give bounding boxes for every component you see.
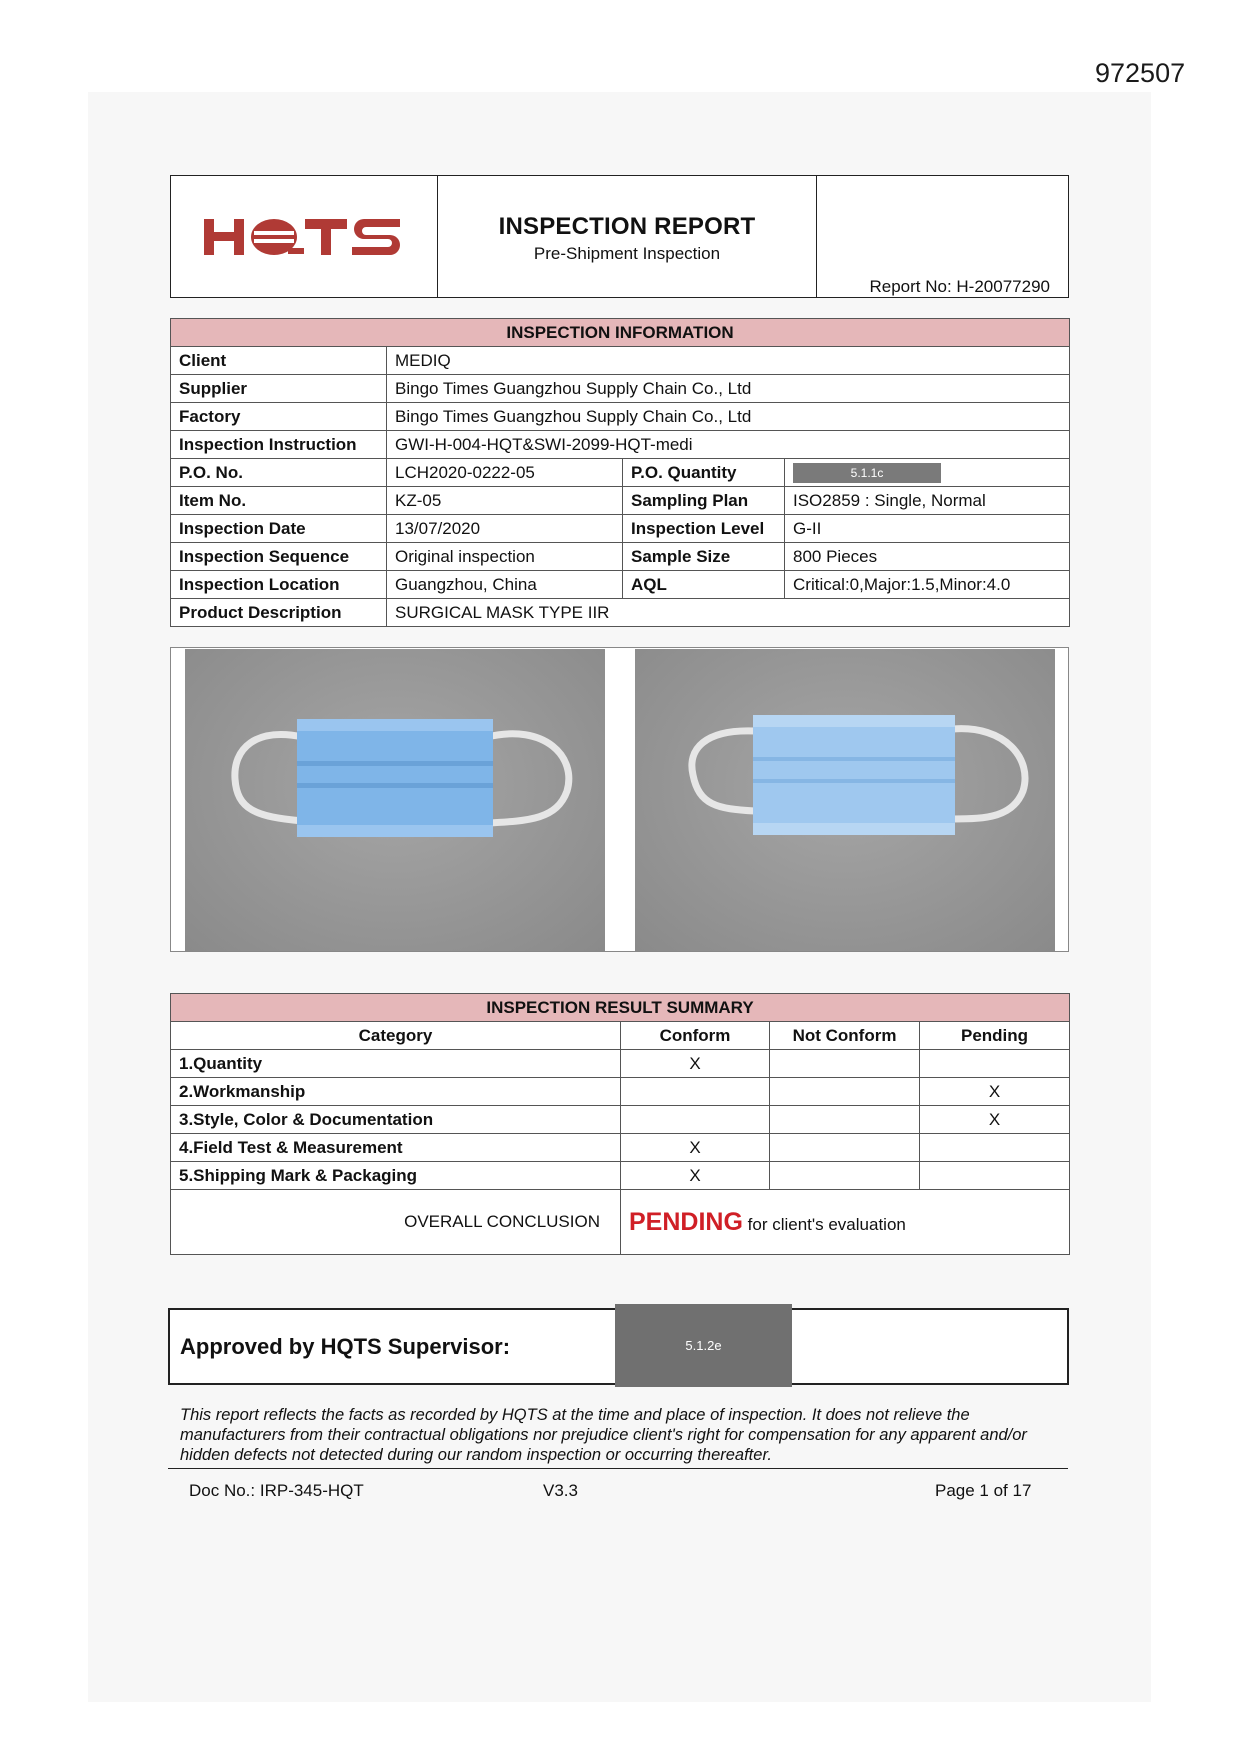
- footer-page-number: Page 1 of 17: [935, 1481, 1032, 1500]
- inspection-result-summary-table: [170, 993, 1070, 1255]
- aql-value: Critical:0,Major:1.5,Minor:4.0: [785, 571, 1070, 599]
- footer-doc-number: Doc No.: IRP-345-HQT: [189, 1481, 364, 1500]
- table-row: [171, 487, 1070, 515]
- item-no-label: Item No.: [171, 487, 387, 515]
- inspection-level-value: G-II: [785, 515, 1070, 543]
- report-number-cell: [817, 176, 1068, 297]
- inspection-sequence-label: Inspection Sequence: [171, 543, 387, 571]
- sample-size-label: Sample Size: [623, 543, 785, 571]
- table-row: [171, 1078, 1070, 1106]
- summary-heading: INSPECTION RESULT SUMMARY: [171, 994, 1070, 1022]
- product-photos: [170, 647, 1069, 952]
- not-conform-cell: [770, 1106, 920, 1134]
- table-row: [171, 459, 1070, 487]
- not-conform-cell: [770, 1050, 920, 1078]
- po-qty-label: P.O. Quantity: [623, 459, 785, 487]
- page-stamp-number: 972507: [1095, 58, 1186, 88]
- footer-divider: [168, 1468, 1068, 1469]
- report-subtitle: Pre-Shipment Inspection: [533, 244, 721, 263]
- column-header-not-conform: Not Conform: [770, 1022, 920, 1050]
- approval-label: Approved by HQTS Supervisor:: [180, 1334, 511, 1359]
- pending-cell: [920, 1162, 1070, 1190]
- report-title: INSPECTION REPORT: [498, 213, 756, 240]
- not-conform-cell: [770, 1162, 920, 1190]
- table-row: [171, 543, 1070, 571]
- client-label: Client: [171, 347, 387, 375]
- report-number: Report No: H-20077290: [869, 277, 1050, 296]
- po-no-value: LCH2020-0222-05: [387, 459, 623, 487]
- product-description-label: Product Description: [171, 599, 387, 627]
- conform-cell: [621, 1106, 770, 1134]
- mask-photo-front: [185, 649, 605, 951]
- column-header-category: Category: [171, 1022, 621, 1050]
- table-row: [171, 347, 1070, 375]
- inspection-sequence-value: Original inspection: [387, 543, 623, 571]
- category-cell: 5.Shipping Mark & Packaging: [171, 1162, 621, 1190]
- inspection-date-label: Inspection Date: [171, 515, 387, 543]
- overall-conclusion-value: PENDING: [629, 1207, 743, 1236]
- table-row: [171, 1162, 1070, 1190]
- report-title-block: [438, 176, 817, 297]
- mask-photo-back: [635, 649, 1055, 951]
- pending-cell: X: [920, 1078, 1070, 1106]
- overall-conclusion-value-cell: [621, 1190, 1070, 1255]
- table-row: [171, 403, 1070, 431]
- instruction-label: Inspection Instruction: [171, 431, 387, 459]
- factory-value: Bingo Times Guangzhou Supply Chain Co., Ltd: [387, 403, 1070, 431]
- table-row: [171, 515, 1070, 543]
- overall-conclusion-note: for client's evaluation: [747, 1214, 906, 1234]
- conform-cell: X: [621, 1050, 770, 1078]
- table-row: [171, 1134, 1070, 1162]
- inspection-information-table: [170, 318, 1070, 627]
- disclaimer-text: This report reflects the facts as recorded by HQTS at the time and place of inspection. It does not relieve the manufacturers from their contractual obligations nor prejudice client's right for compensation for any apparent and/or hidden defects not detected during our random inspection or occurring thereafter.: [180, 1406, 1027, 1464]
- instruction-value: GWI-H-004-HQT&SWI-2099-HQT-medi: [387, 431, 1070, 459]
- table-row: [171, 431, 1070, 459]
- category-cell: 2.Workmanship: [171, 1078, 621, 1106]
- table-row: [171, 1106, 1070, 1134]
- sample-size-value: 800 Pieces: [785, 543, 1070, 571]
- overall-conclusion-label: OVERALL CONCLUSION: [171, 1190, 621, 1255]
- conform-cell: X: [621, 1162, 770, 1190]
- po-no-label: P.O. No.: [171, 459, 387, 487]
- table-row: [171, 375, 1070, 403]
- not-conform-cell: [770, 1134, 920, 1162]
- client-value: MEDIQ: [387, 347, 1070, 375]
- conform-cell: [621, 1078, 770, 1106]
- category-cell: 4.Field Test & Measurement: [171, 1134, 621, 1162]
- pending-cell: X: [920, 1106, 1070, 1134]
- sampling-plan-value: ISO2859 : Single, Normal: [785, 487, 1070, 515]
- po-qty-cell: [785, 459, 1070, 487]
- aql-label: AQL: [623, 571, 785, 599]
- sampling-plan-label: Sampling Plan: [623, 487, 785, 515]
- inspection-level-label: Inspection Level: [623, 515, 785, 543]
- report-header: [170, 175, 1069, 298]
- column-header-pending: Pending: [920, 1022, 1070, 1050]
- supervisor-signature-redaction: 5.1.2e: [615, 1304, 792, 1387]
- info-heading: INSPECTION INFORMATION: [171, 319, 1070, 347]
- summary-header-row: [171, 1022, 1070, 1050]
- conform-cell: X: [621, 1134, 770, 1162]
- pending-cell: [920, 1134, 1070, 1162]
- inspection-location-value: Guangzhou, China: [387, 571, 623, 599]
- supplier-value: Bingo Times Guangzhou Supply Chain Co., Ltd: [387, 375, 1070, 403]
- item-no-value: KZ-05: [387, 487, 623, 515]
- hqts-logo: [171, 176, 438, 297]
- po-qty-redaction: 5.1.1c: [793, 463, 941, 483]
- category-cell: 1.Quantity: [171, 1050, 621, 1078]
- table-row: [171, 571, 1070, 599]
- supplier-label: Supplier: [171, 375, 387, 403]
- pending-cell: [920, 1050, 1070, 1078]
- footer-version: V3.3: [543, 1481, 578, 1500]
- category-cell: 3.Style, Color & Documentation: [171, 1106, 621, 1134]
- column-header-conform: Conform: [621, 1022, 770, 1050]
- table-row: [171, 599, 1070, 627]
- not-conform-cell: [770, 1078, 920, 1106]
- overall-conclusion-row: [171, 1190, 1070, 1255]
- product-description-value: SURGICAL MASK TYPE IIR: [387, 599, 1070, 627]
- factory-label: Factory: [171, 403, 387, 431]
- inspection-date-value: 13/07/2020: [387, 515, 623, 543]
- table-row: [171, 1050, 1070, 1078]
- inspection-location-label: Inspection Location: [171, 571, 387, 599]
